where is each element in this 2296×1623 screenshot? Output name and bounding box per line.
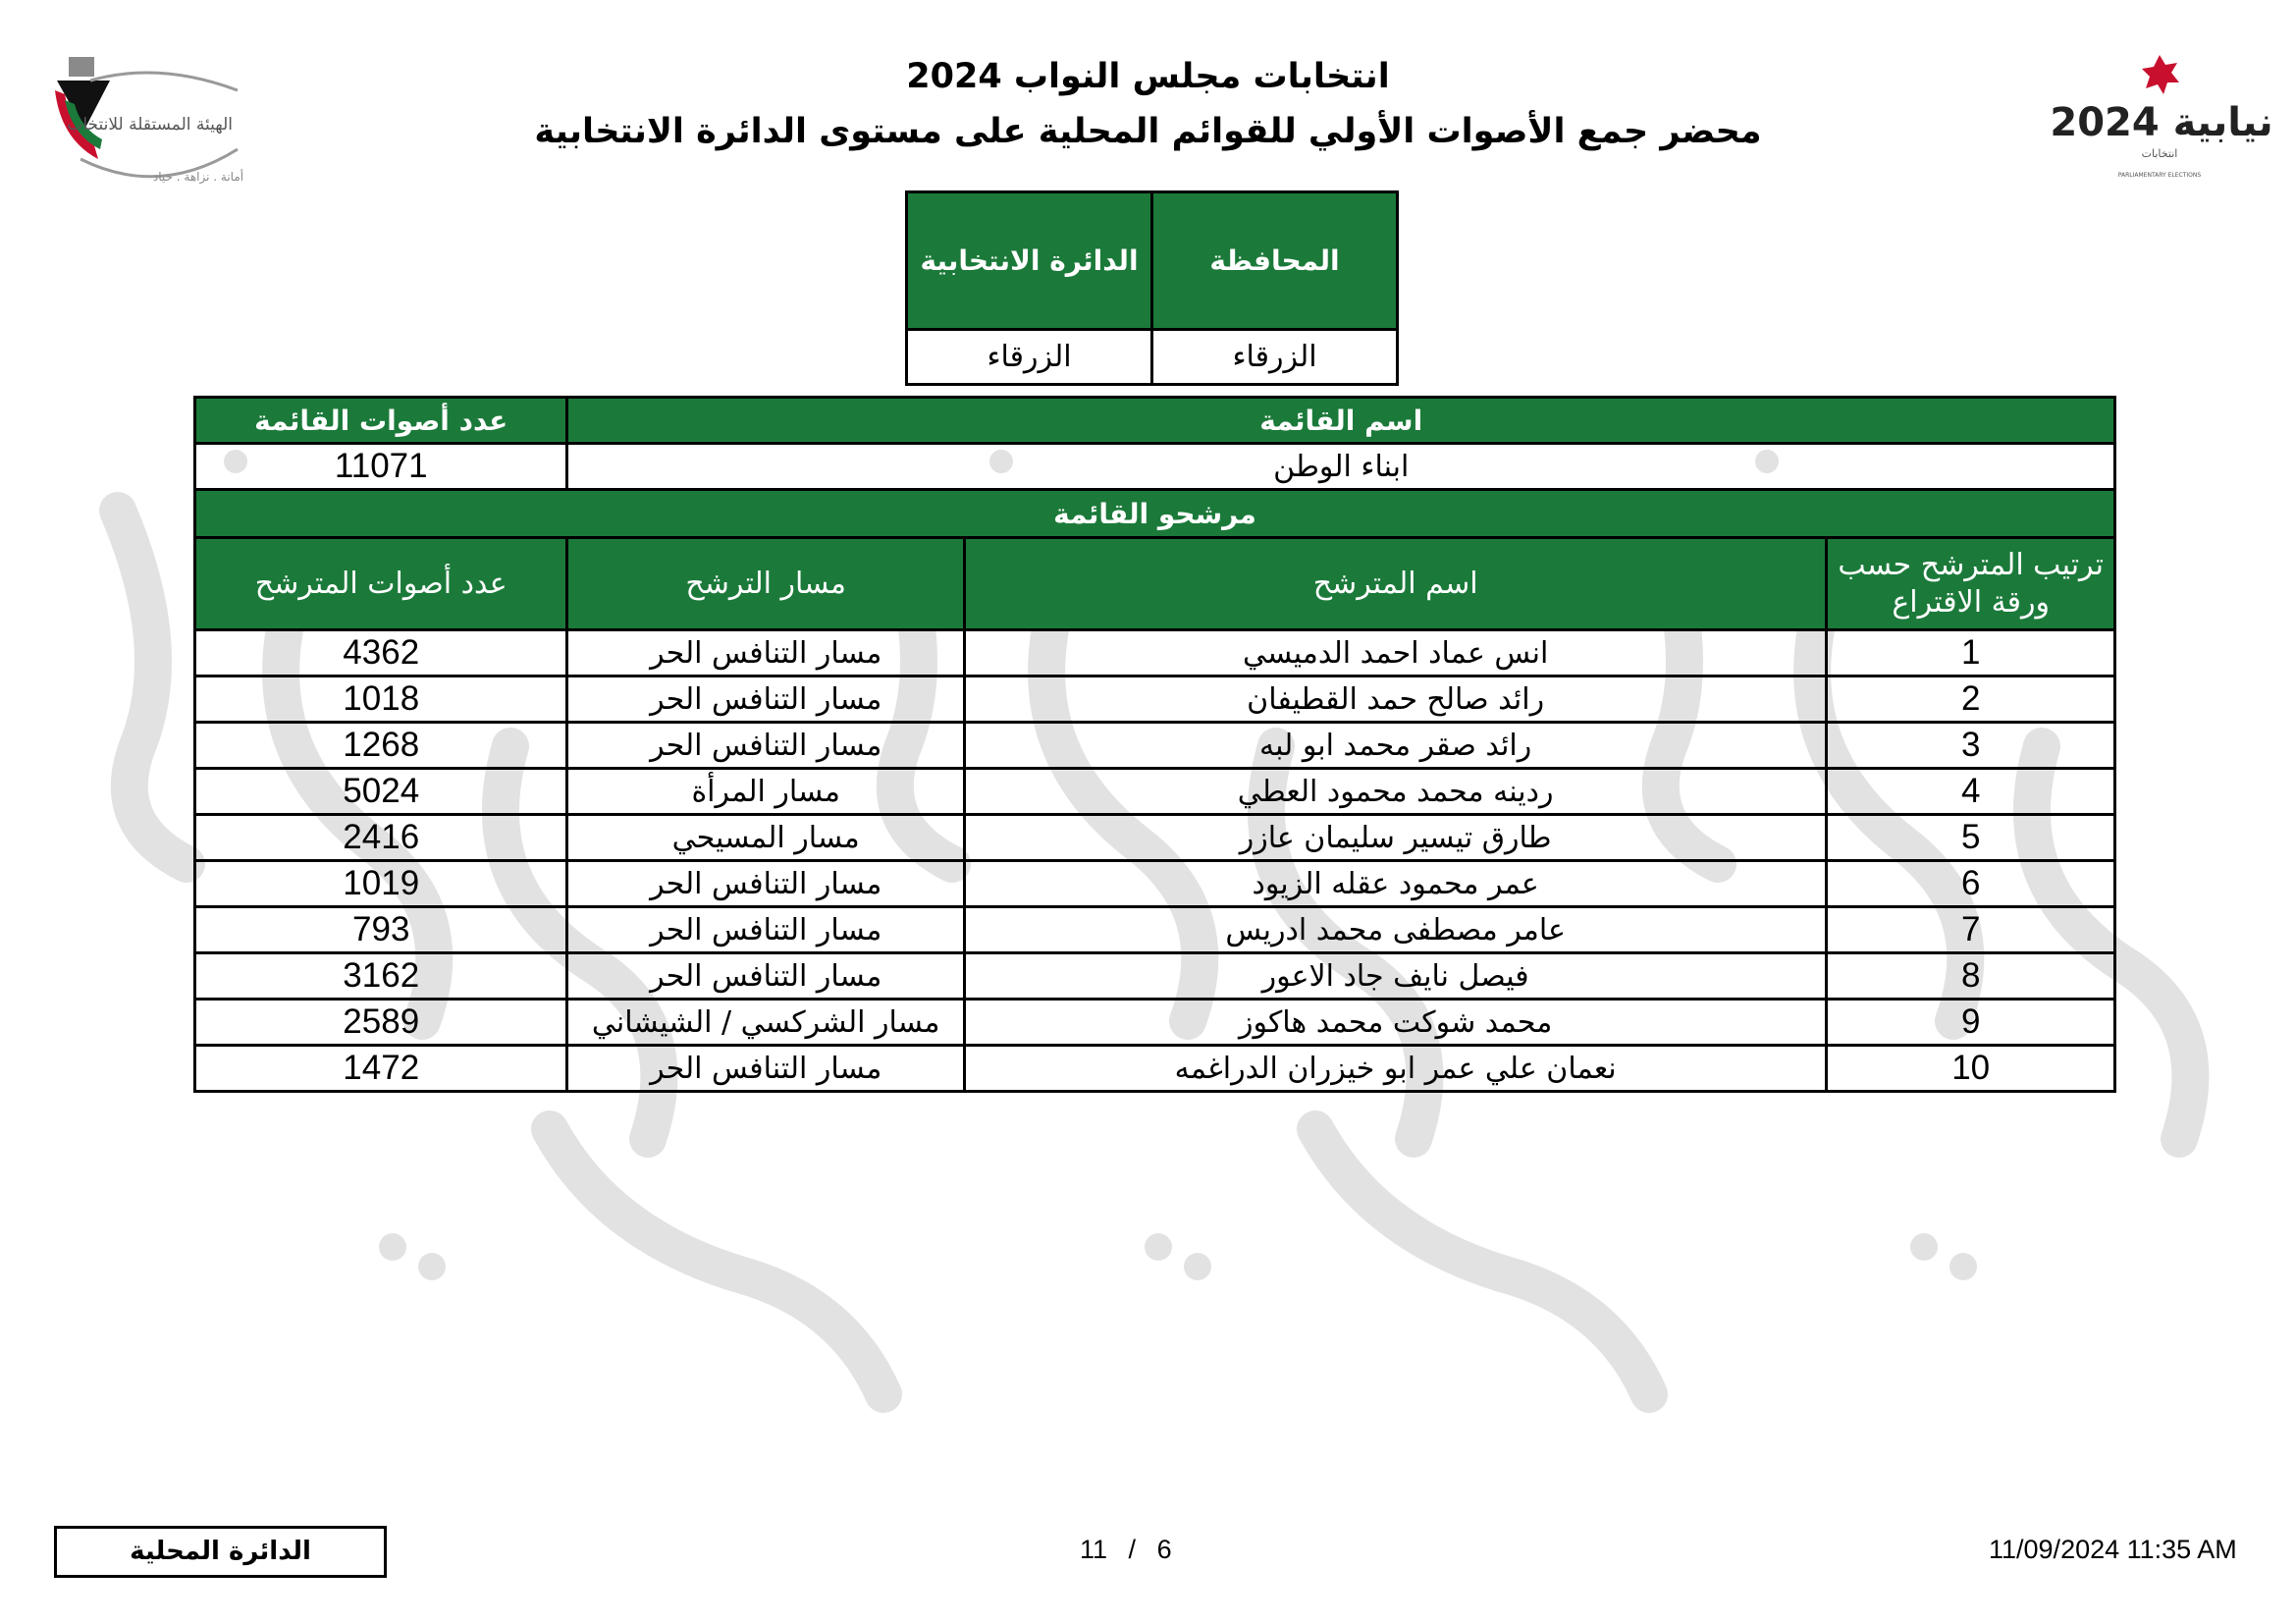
candidate-votes: 3162 — [195, 953, 567, 1000]
list-results-table — [193, 396, 2116, 1093]
page-subtitle: محضر جمع الأصوات الأولي للقوائم المحلية على مستوى الدائرة الانتخابية — [534, 112, 1762, 151]
candidate-votes-header: عدد أصوات المترشح — [195, 538, 567, 630]
elections-logo-word: نيابية 2024 — [2050, 100, 2273, 145]
candidate-name: عامر مصطفى محمد ادريس — [964, 907, 1826, 953]
candidate-name: انس عماد احمد الدميسي — [964, 630, 1826, 676]
candidate-votes: 2416 — [195, 815, 567, 861]
district-value: الزرقاء — [907, 330, 1152, 385]
candidate-row — [195, 1000, 2115, 1046]
candidate-row — [195, 815, 2115, 861]
candidate-name: ردينه محمد محمود العطي — [964, 769, 1826, 815]
candidate-rank: 3 — [1827, 723, 2115, 769]
candidate-track: مسار التنافس الحر — [567, 861, 964, 907]
candidate-track: مسار التنافس الحر — [567, 676, 964, 723]
candidate-rank: 7 — [1827, 907, 2115, 953]
candidate-row — [195, 676, 2115, 723]
list-votes-value: 11071 — [195, 444, 567, 490]
page-separator: / — [1128, 1535, 1137, 1564]
candidate-name: نعمان علي عمر ابو خيزران الدراغمه — [964, 1046, 1826, 1092]
candidate-track: مسار المرأة — [567, 769, 964, 815]
track-header: مسار الترشح — [567, 538, 964, 630]
candidate-votes: 793 — [195, 907, 567, 953]
local-district-label: الدائرة المحلية — [54, 1526, 387, 1578]
candidate-rank: 1 — [1827, 630, 2115, 676]
candidate-votes: 1019 — [195, 861, 567, 907]
district-info-table — [905, 190, 1399, 386]
candidate-name: رائد صالح حمد القطيفان — [964, 676, 1826, 723]
candidate-rank: 10 — [1827, 1046, 2115, 1092]
iec-name: الهيئة المستقلة للانتخاب — [67, 115, 233, 135]
candidate-rank: 4 — [1827, 769, 2115, 815]
page-title: انتخابات مجلس النواب 2024 — [906, 57, 1390, 96]
candidate-name-header: اسم المترشح — [964, 538, 1826, 630]
elections-logo-caption: PARLIAMENTARY ELECTIONS — [2117, 172, 2202, 179]
candidate-name: فيصل نايف جاد الاعور — [964, 953, 1826, 1000]
candidate-track: مسار المسيحي — [567, 815, 964, 861]
candidate-votes: 2589 — [195, 1000, 567, 1046]
page-current: 6 — [1156, 1535, 1172, 1564]
candidate-name: رائد صقر محمد ابو لبه — [964, 723, 1826, 769]
candidate-votes: 4362 — [195, 630, 567, 676]
candidate-votes: 1268 — [195, 723, 567, 769]
list-name-value: ابناء الوطن — [567, 444, 2115, 490]
page-indicator — [1080, 1535, 1172, 1565]
candidate-votes: 1472 — [195, 1046, 567, 1092]
candidate-rank: 2 — [1827, 676, 2115, 723]
candidate-rank: 5 — [1827, 815, 2115, 861]
candidate-row — [195, 769, 2115, 815]
candidate-track: مسار التنافس الحر — [567, 723, 964, 769]
candidate-votes: 5024 — [195, 769, 567, 815]
candidate-track: مسار الشركسي / الشيشاني — [567, 1000, 964, 1046]
candidate-track: مسار التنافس الحر — [567, 1046, 964, 1092]
candidates-section-header: مرشحو القائمة — [195, 490, 2115, 538]
page-total: 11 — [1080, 1535, 1108, 1564]
candidate-votes: 1018 — [195, 676, 567, 723]
candidate-track: مسار التنافس الحر — [567, 953, 964, 1000]
list-name-header: اسم القائمة — [567, 398, 2115, 444]
candidate-row — [195, 630, 2115, 676]
iec-motto: أمانة . نزاهة . حياد — [152, 170, 244, 184]
candidate-rank: 9 — [1827, 1000, 2115, 1046]
candidate-name: محمد شوكت محمد هاكوز — [964, 1000, 1826, 1046]
candidate-rank: 6 — [1827, 861, 2115, 907]
candidate-track: مسار التنافس الحر — [567, 907, 964, 953]
elections-logo-small: انتخابات — [2141, 147, 2178, 160]
candidates-body — [195, 630, 2115, 1092]
candidate-row — [195, 907, 2115, 953]
governorate-value: الزرقاء — [1152, 330, 1398, 385]
candidate-row — [195, 1046, 2115, 1092]
candidate-row — [195, 861, 2115, 907]
rank-header: ترتيب المترشح حسب ورقة الاقتراع — [1827, 538, 2115, 630]
candidate-rank: 8 — [1827, 953, 2115, 1000]
governorate-header: المحافظة — [1152, 192, 1398, 330]
candidate-row — [195, 953, 2115, 1000]
list-votes-header: عدد أصوات القائمة — [195, 398, 567, 444]
candidate-track: مسار التنافس الحر — [567, 630, 964, 676]
candidate-row — [195, 723, 2115, 769]
print-timestamp: 11/09/2024 11:35 AM — [1989, 1535, 2237, 1564]
district-header: الدائرة الانتخابية — [907, 192, 1152, 330]
candidate-name: طارق تيسير سليمان عازر — [964, 815, 1826, 861]
candidate-name: عمر محمود عقله الزيود — [964, 861, 1826, 907]
